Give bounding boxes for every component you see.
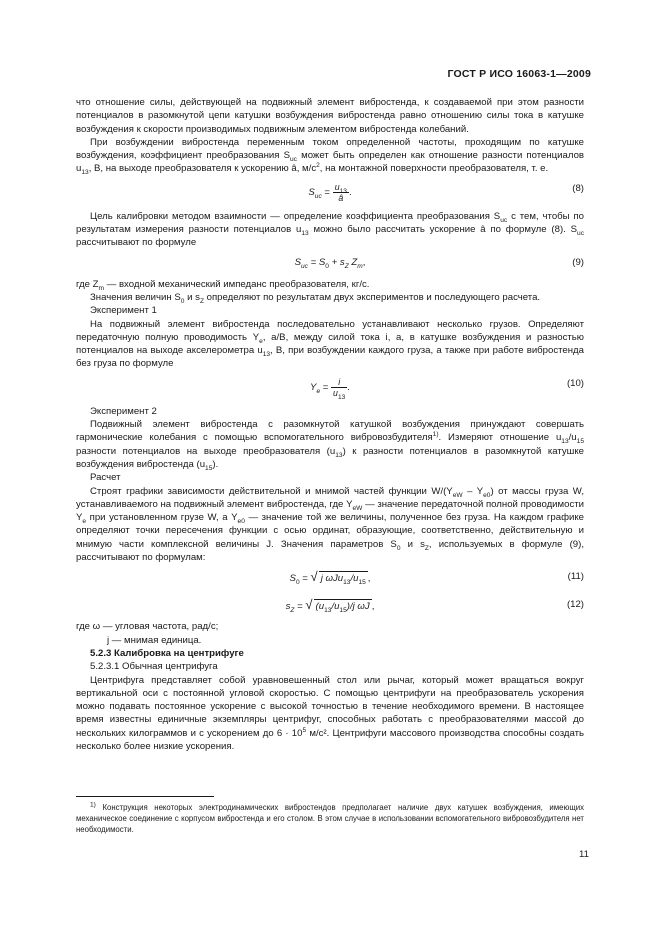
paragraph: На подвижный элемент вибростенда последовательно устанавливают несколько грузов. Определяют передаточную полную проводимость $Y_e$, а/В, между силой тока i, а, в катушке возбуждения и разностью потенциалов на выходе акселерометра $u_{13}$, В, при возбуждении каждого груза, а также при работе вибростенда без груза по формуле <box>76 318 584 370</box>
equation-11: $S_0$ = √ j $\omega Ju_{13}/u_{15}$ , (11) <box>289 569 584 587</box>
paragraph: где ω — угловая частота, рад/с; <box>76 621 219 633</box>
equation-10: $Y_e$ = $\frac{i}{u_{13}}$ . (10) <box>310 376 584 401</box>
equation-number: (10) <box>566 377 584 389</box>
paragraph: Цель калибровки методом взаимности — определение коэффициента преобразования $S_{uc}$ с тем, чтобы по результатам измерения разности потенциалов $u_{13}$ можно было рассчитать ускорение â по формуле (8). $S_{uc}$ рассчитывают по формуле <box>76 210 584 249</box>
sqrt-sign: √ <box>305 597 313 613</box>
equation-9: $S_{uc} = S_0 + s_Z$ $Z_m$, (9) <box>294 256 584 270</box>
paragraph: При возбуждении вибростенда переменным током определенной частоты, проходящим по катушке возбуждения, коэффициент преобразования $S_{uc}$ может быть определен как отношение разности потенциалов $u_{13}$, В, на выходе преобразователя к ускорению â, $м/с^2$, на монтажной поверхности преобразователя, т. е. <box>76 136 585 177</box>
equation-8: $S_{uc}$ = $\frac{u_{13}}{â}$ . (8) <box>308 181 584 203</box>
equation-number: (12) <box>566 599 584 611</box>
equation-number: (9) <box>572 256 584 268</box>
section-heading-5-2-3: 5.2.3 Калибровка на центрифуге <box>90 647 244 659</box>
footnote-mark: 1) <box>90 801 96 809</box>
equation-12: $s_Z$ = √ $(u_{13}/u_{15})/j$ ωJ , (12) <box>285 597 584 615</box>
paragraph: j — мнимая единица. <box>107 634 202 646</box>
sqrt-sign: √ <box>310 569 318 585</box>
subheading-experiment-1: Эксперимент 1 <box>90 305 157 317</box>
equation-number: (8) <box>572 182 584 194</box>
subheading-calculation: Расчет <box>90 472 121 484</box>
document-header: ГОСТ Р ИСО 16063-1—2009 <box>447 68 591 80</box>
footnote-divider <box>76 796 214 797</box>
subheading-experiment-2: Эксперимент 2 <box>90 405 157 417</box>
section-heading-5-2-3-1: 5.2.3.1 Обычная центрифуга <box>90 661 218 673</box>
paragraph: что отношение силы, действующей на подвижный элемент вибростенда, к создаваемой при этом разности потенциалов в разомкнутой цепи катушки возбуждения вибростенда равно отношению силы тока в катушке возбуждения к скорости производимых подвижным элементом вибростенда колебаний. <box>76 97 584 135</box>
equation-number: (11) <box>567 571 584 583</box>
footnote: $^{1)}$ Конструкция некоторых электродинамических вибростендов предполагает наличие двух катушек возбуждения, имеющих механическое соединение с корпусом вибростенда и его столом. В этом случае в использовании вспомогательного вибровозбудителя нет необходимости. <box>76 801 584 834</box>
paragraph: где $Z_m$ — входной механический импеданс преобразователя, кг/с. <box>76 278 370 292</box>
main-text <box>76 96 584 753</box>
paragraph: Центрифуга представляет собой уравновешенный стол или рычаг, который может вращаться вокруг вертикальной оси с постоянной угловой скоростью. С помощью центрифуги на преобразователь ускорения можно подавать постоянное ускорение с высокой точностью в течение необходимого времени. В настоящее время известны единичные экземпляры центрифуг, способных работать с преобразователями массой до нескольких килограммов и с ускорением до $6 \cdot 10^5$ м/с². Центрифуги массового производства способны создать несколько более низкие ускорения. <box>76 674 584 752</box>
paragraph: Подвижный элемент вибростенда с разомкнутой катушкой возбуждения принуждают совершать гармонические колебания с помощью вспомогательного вибровозбудителя$^{1)}$. Измеряют отношение $u_{13}/u_{15}$ разности потенциалов на выходе преобразователя $(u_{13})$ к разности потенциалов в разомкнутой катушке возбуждения вибростенда $(u_{15})$. <box>76 419 584 472</box>
paragraph: Значения величин $S_0$ и $s_Z$ определяют по результатам двух экспериментов и последующего расчета. <box>90 291 541 305</box>
paragraph: Строят графики зависимости действительной и мнимой частей функции $W/(Y_{eW} - Y_{e0})$ от массы груза W, устанавливаемого на подвижный элемент вибростенда, где $Y_{eW}$ — значение передаточной полной проводимости $Y_e$ при установленном грузе W, а $Y_{e0}$ — значение той же величины, полученное без груза. На каждом графике определяют точки пересечения функции с осью ординат, образующие, соответственно, действительную и мнимую части комплексной величины J. Значения параметров $S_0$ и $s_Z$, используемых в формуле (9), рассчитывают по формулам: <box>76 485 585 564</box>
page-number: 11 <box>579 849 589 860</box>
